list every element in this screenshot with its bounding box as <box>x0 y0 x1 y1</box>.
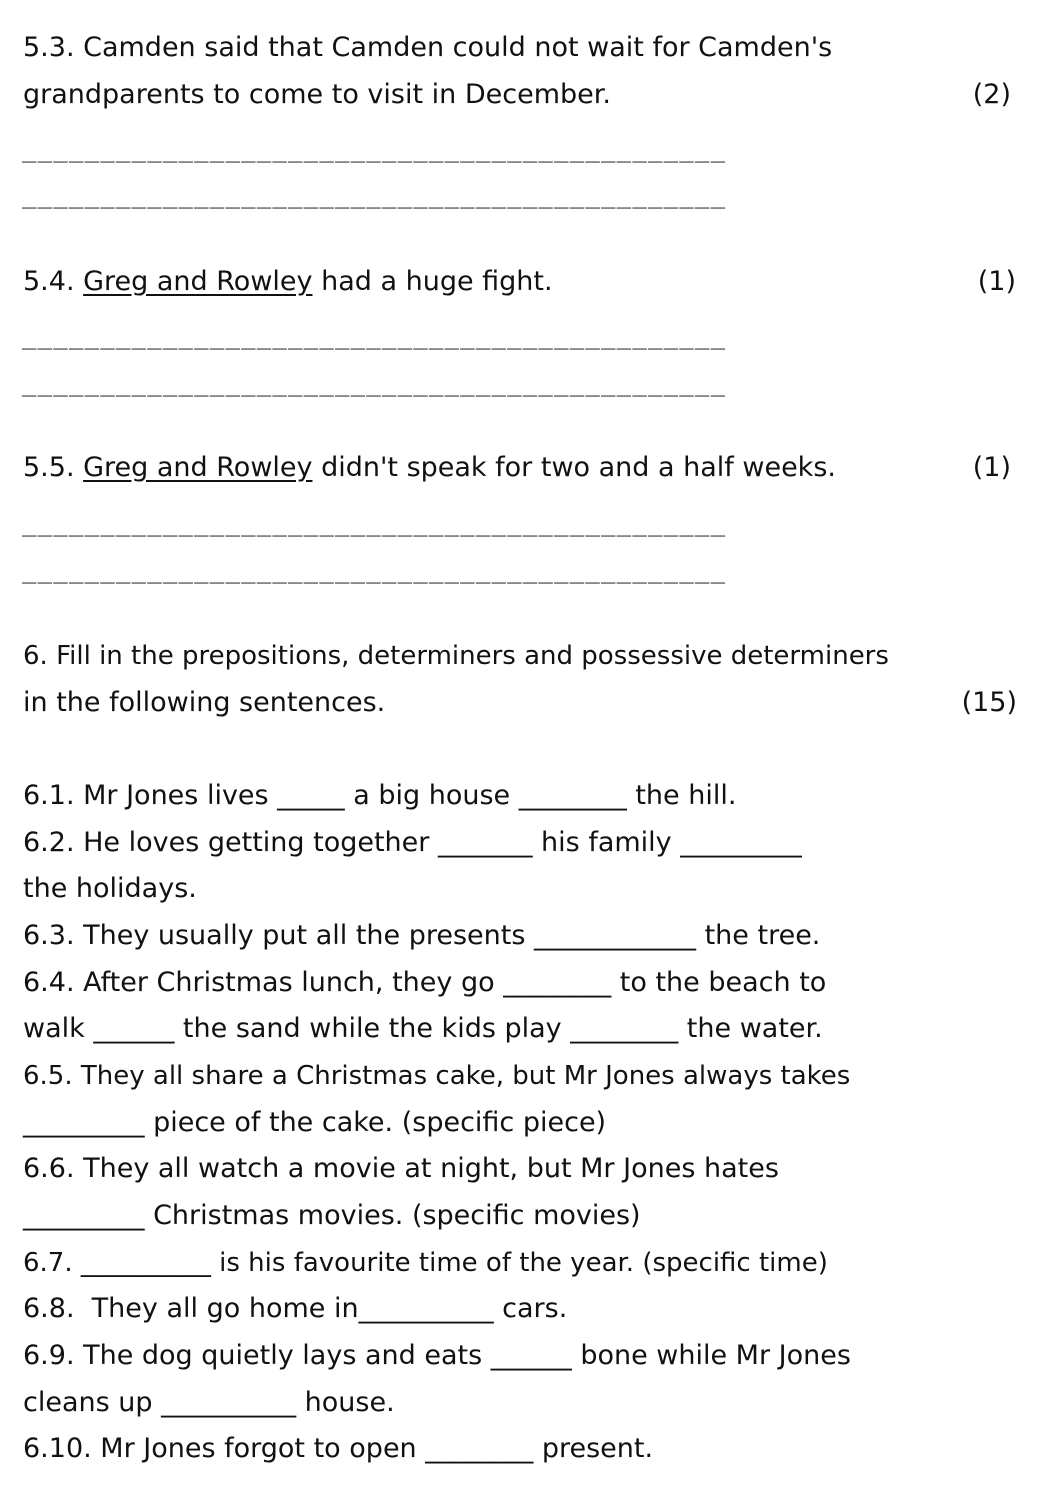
sentence-line: 6.10. Mr Jones forgot to open ________ present. <box>23 1433 654 1464</box>
sentence-line: _________ Christmas movies. (specific movies) <box>23 1200 641 1231</box>
sentence-line: the holidays. <box>23 873 197 904</box>
sentence-line: 6.2. He loves getting together _______ his family _________ <box>23 827 802 858</box>
q5-5-number: 5.5. <box>23 452 84 483</box>
q5-5-answer-line-1: _____________________________________________ <box>22 509 727 537</box>
q6-instruction-line-2: in the following sentences. <box>23 687 386 718</box>
q5-5-rest: didn't speak for two and a half weeks. <box>312 452 836 483</box>
q5-5-marks: (1) <box>972 452 1011 483</box>
sentence-line: 6.4. After Christmas lunch, they go ________ to the beach to <box>23 967 827 998</box>
q5-3-line-1: 5.3. Camden said that Camden could not wait for Camden's <box>23 32 833 63</box>
q5-4-answer-line-1: _____________________________________________ <box>22 322 727 350</box>
q5-4-number: 5.4. <box>23 266 84 297</box>
q6-instruction-line-1: 6. Fill in the prepositions, determiners and possessive determiners <box>23 641 889 671</box>
sentence-line: 6.7. __________ is his favourite time of the year. (specific time) <box>23 1248 828 1278</box>
q5-5-answer-line-2: _____________________________________________ <box>22 556 727 584</box>
sentence-line: 6.6. They all watch a movie at night, but Mr Jones hates <box>23 1153 779 1184</box>
q5-3-answer-line-1: _____________________________________________ <box>22 135 727 163</box>
sentence-line: cleans up __________ house. <box>23 1387 395 1418</box>
q5-5-underlined-subject: Greg and Rowley <box>83 452 313 483</box>
sentence-line: walk ______ the sand while the kids play ________ the water. <box>23 1013 823 1044</box>
q5-4-marks: (1) <box>977 266 1016 297</box>
q5-3-marks: (2) <box>972 79 1011 110</box>
sentence-line: 6.1. Mr Jones lives _____ a big house ________ the hill. <box>23 780 737 811</box>
q5-4-question <box>23 265 553 299</box>
sentence-line: 6.8. They all go home in__________ cars. <box>23 1293 568 1324</box>
q5-4-rest: had a huge fight. <box>312 266 553 297</box>
q5-4-answer-line-2: _____________________________________________ <box>22 369 727 397</box>
sentence-line: 6.9. The dog quietly lays and eats ______ bone while Mr Jones <box>23 1340 851 1371</box>
sentence-line: _________ piece of the cake. (specific piece) <box>23 1107 607 1138</box>
q5-5-question <box>23 451 836 485</box>
q5-3-line-2: grandparents to come to visit in December. <box>23 79 611 110</box>
q6-marks: (15) <box>961 687 1017 718</box>
sentence-line: 6.3. They usually put all the presents ____________ the tree. <box>23 920 821 951</box>
q5-3-answer-line-2: _____________________________________________ <box>22 181 727 209</box>
q5-4-underlined-subject: Greg and Rowley <box>83 266 313 297</box>
sentence-line: 6.5. They all share a Christmas cake, but Mr Jones always takes <box>23 1061 851 1091</box>
